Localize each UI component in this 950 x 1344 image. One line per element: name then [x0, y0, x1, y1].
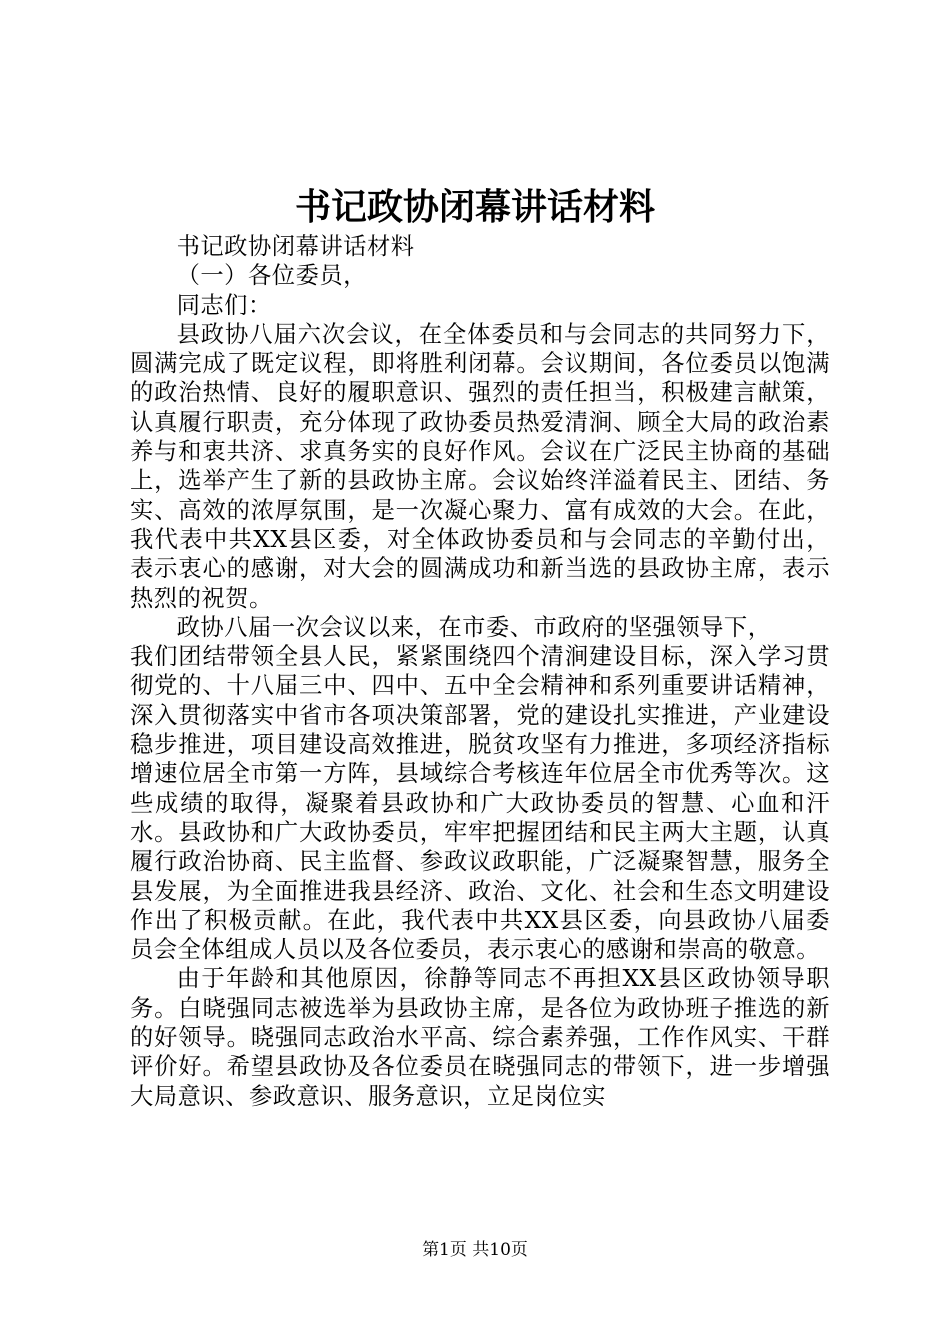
page-number-footer: 第1页 共10页 [422, 1240, 528, 1260]
paragraph-body: 县政协八届六次会议，在全体委员和与会同志的共同努力下，圆满完成了既定议程，即将胜利闭幕。会议期间，各位委员以饱满的政治热情、良好的履职意识、强烈的责任担当，积极建言献策，认真履行职责，充分体现了政协委员热爱清涧、顾全大局的政治素养与和衷共济、求真务实的良好作风。会议在广泛民主协商的基础上，选举产生了新的县政协主席。会议始终洋溢着民主、团结、务实、高效的浓厚氛围，是一次凝心聚力、富有成效的大会。在此，我代表中共XX县区委，对全体政协委员和与会同志的辛勤付出，表示衷心的感谢，对大会的圆满成功和新当选的县政协主席，表示热烈的祝贺。 [130, 320, 830, 612]
paragraph-body: 政协八届一次会议以来，在市委、市政府的坚强领导下， [176, 613, 772, 641]
document-title: 书记政协闭幕讲话材料 [294, 186, 655, 228]
paragraph-salutation-2: 同志们： [176, 291, 272, 319]
document-body [130, 232, 830, 1111]
paragraph-body: 由于年龄和其他原因，徐静等同志不再担XX县区政协领导职务。白晓强同志被选举为县政协主席，是各位为政协班子推选的新的好领导。晓强同志政治水平高、综合素养强，工作作风实、干群评价好。希望县政协及各位委员在晓强同志的带领下，进一步增强大局意识、参政意识、服务意识，立足岗位实 [130, 965, 830, 1110]
paragraph-salutation-1: （一）各位委员， [176, 262, 367, 290]
paragraph-body-unindented: 我们团结带领全县人民，紧紧围绕四个清涧建设目标，深入学习贯彻党的、十八届三中、四中、五中全会精神和系列重要讲话精神，深入贯彻落实中省市各项决策部署，党的建设扎实推进，产业建设稳步推进，项目建设高效推进，脱贫攻坚有力推进，多项经济指标增速位居全市第一方阵，县域综合考核连年位居全市优秀等次。这些成绩的取得，凝聚着县政协和广大政协委员的智慧、心血和汗水。县政协和广大政协委员，牢牢把握团结和民主两大主题，认真履行政治协商、民主监督、参政议政职能，广泛凝聚智慧，服务全县发展，为全面推进我县经济、政治、文化、社会和生态文明建设作出了积极贡献。在此，我代表中共XX县区委，向县政协八届委员会全体组成人员以及各位委员，表示衷心的感谢和崇高的敬意。 [130, 643, 830, 964]
paragraph-subtitle: 书记政协闭幕讲话材料 [176, 233, 415, 260]
